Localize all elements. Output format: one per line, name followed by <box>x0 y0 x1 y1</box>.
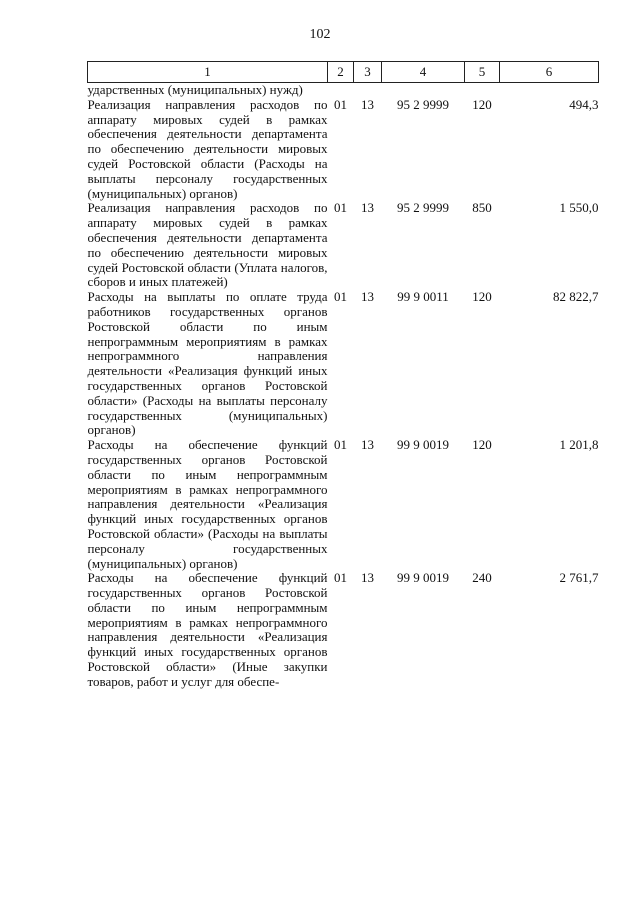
row-target-code: 99 9 0011 <box>397 289 449 305</box>
row-section: 01 <box>334 437 347 453</box>
row-amount: 2 761,7 <box>559 570 599 586</box>
table-row <box>88 290 599 438</box>
row-section: 01 <box>334 289 347 305</box>
row-expense-type: 120 <box>472 289 492 305</box>
row-description: ударственных (муниципальных) нужд) <box>87 82 303 97</box>
table-row <box>88 98 599 202</box>
row-section <box>328 83 354 98</box>
header-col-1: 1 <box>88 62 328 83</box>
header-col-5: 5 <box>465 62 500 83</box>
row-expense-type: 240 <box>472 570 492 586</box>
row-target-code: 95 2 9999 <box>397 96 449 112</box>
table-row <box>88 438 599 571</box>
row-section: 01 <box>334 200 347 216</box>
row-subsection <box>354 83 382 98</box>
row-subsection: 13 <box>361 570 374 586</box>
row-amount <box>500 83 599 98</box>
table-row <box>88 571 599 689</box>
row-description: Расходы на обеспечение функций государственных органов Ростовской области по иным непрограммным мероприятиям в рамках непрограммного направления деятельности «Реализация функций иных государственных органов Ростовской области» (Расходы на выплаты персоналу государственных (муниципальных) органов) <box>87 437 328 571</box>
row-expense-type: 850 <box>472 200 492 216</box>
header-col-4: 4 <box>382 62 465 83</box>
row-subsection: 13 <box>361 437 374 453</box>
row-subsection: 13 <box>361 200 374 216</box>
header-col-2: 2 <box>328 62 354 83</box>
header-col-3: 3 <box>354 62 382 83</box>
row-expense-type <box>465 83 500 98</box>
row-amount: 1 201,8 <box>559 437 599 453</box>
budget-table <box>87 61 599 690</box>
row-amount: 1 550,0 <box>559 200 599 216</box>
page-number: 102 <box>309 27 331 42</box>
row-subsection: 13 <box>361 96 374 112</box>
table-header-row <box>88 62 599 83</box>
table-row <box>88 201 599 290</box>
row-amount: 82 822,7 <box>553 289 599 305</box>
row-description: Расходы на выплаты по оплате труда работников государственных органов Ростовской области по иным непрограммным мероприятиям в рамках непрограммного направления деятельности «Реализация функций иных государственных органов Ростовской области» (Расходы на выплаты персоналу государственных (муниципальных) органов) <box>87 289 328 438</box>
row-subsection: 13 <box>361 289 374 305</box>
row-expense-type: 120 <box>472 96 492 112</box>
row-expense-type: 120 <box>472 437 492 453</box>
header-col-6: 6 <box>500 62 599 83</box>
row-target-code: 99 9 0019 <box>397 437 449 453</box>
row-target-code <box>382 83 465 98</box>
row-amount: 494,3 <box>569 96 599 112</box>
row-description: Расходы на обеспечение функций государственных органов Ростовской области по иным непрограммным мероприятиям в рамках непрограммного направления деятельности «Реализация функций иных государственных органов Ростовской области» (Иные закупки товаров, работ и услуг для обеспе- <box>87 570 328 689</box>
row-description: Реализация направления расходов по аппарату мировых судей в рамках обеспечения деятельности департамента по обеспечению деятельности мировых судей Ростовской области (Расходы на выплаты персоналу государственных (муниципальных) органов) <box>87 96 328 201</box>
row-section: 01 <box>334 570 347 586</box>
table-row <box>88 83 599 98</box>
row-description: Реализация направления расходов по аппарату мировых судей в рамках обеспечения деятельности департамента по обеспечению деятельности мировых судей Ростовской области (Уплата налогов, сборов и иных платежей) <box>87 200 328 290</box>
row-section: 01 <box>334 96 347 112</box>
row-target-code: 95 2 9999 <box>397 200 449 216</box>
row-target-code: 99 9 0019 <box>397 570 449 586</box>
